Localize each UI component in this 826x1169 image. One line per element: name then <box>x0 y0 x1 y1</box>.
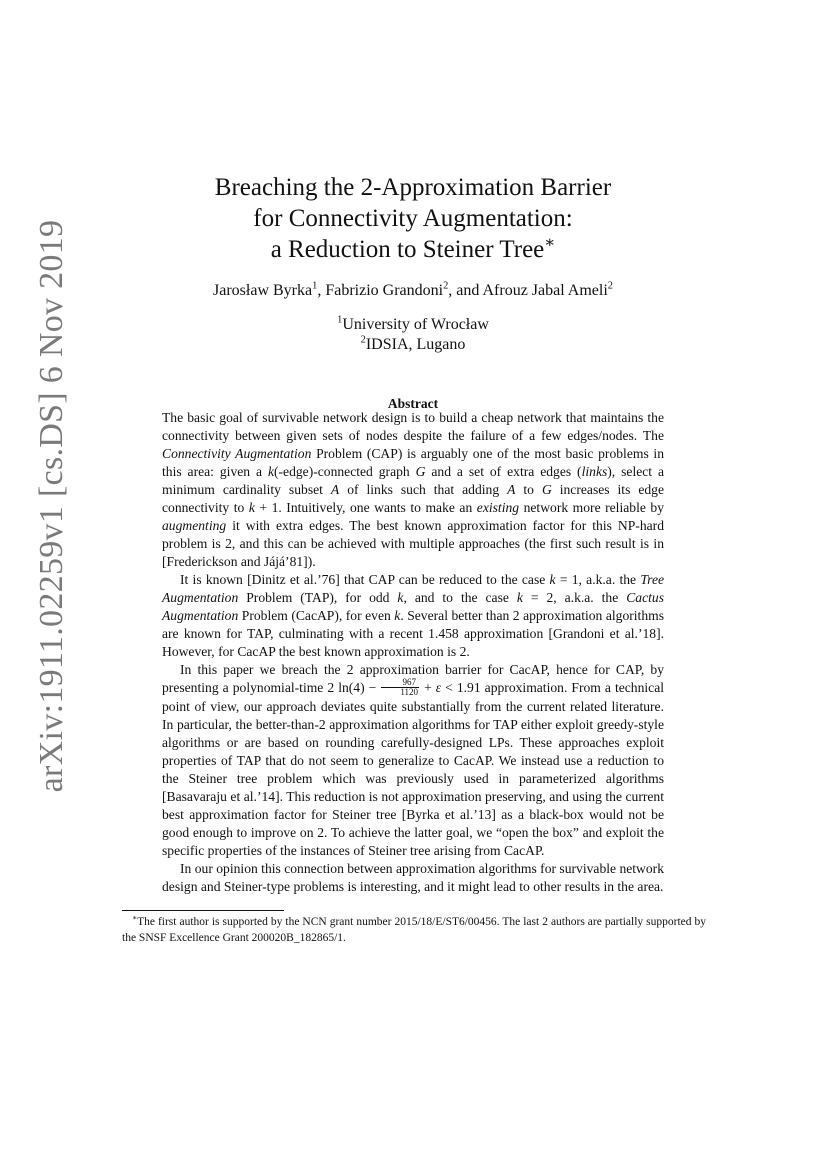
text-run: it with extra edges. The best known approximation factor for this NP-hard problem is 2, and this can be achieved with multiple approaches (the first such result is in [Frederickson and Jájá’81]). <box>162 518 664 569</box>
text-run: and a set of extra edges ( <box>425 464 582 479</box>
author-name: Afrouz Jabal Ameli <box>482 282 608 299</box>
fraction-numerator: 967 <box>381 678 419 688</box>
author-list <box>0 282 826 300</box>
italic-term: A <box>330 482 340 497</box>
author-affiliation-mark: 2 <box>607 280 613 292</box>
italic-term: Tree Augmentation <box>162 572 665 605</box>
author-affiliation-mark: 1 <box>312 280 318 292</box>
italic-term: k <box>267 464 274 479</box>
italic-term: G <box>541 482 552 497</box>
text-run: + 1. Intuitively, one wants to make an <box>254 500 477 515</box>
text-run: + <box>420 680 436 695</box>
italic-term: k <box>516 590 523 605</box>
text-run: In this paper we breach the 2 approximation barrier for CacAP, hence for CAP, by presenting a polynomial-time 2 ln(4) − <box>162 662 664 695</box>
title-line-3 <box>0 234 826 265</box>
text-run: . Several better than 2 approximation algorithms are known for TAP, culminating with a recent 1.458 approximation [Grandoni et al.’18]. However, for CacAP the best known approximation is 2. <box>162 608 664 659</box>
italic-term: k <box>549 572 556 587</box>
fraction-denominator: 1120 <box>400 687 419 698</box>
title-line-2: for Connectivity Augmentation: <box>253 205 573 232</box>
text-run: to <box>515 482 542 497</box>
italic-term: links <box>581 464 608 479</box>
text-run: (-edge)-connected graph <box>273 464 416 479</box>
italic-term: Cactus Augmentation <box>162 590 664 623</box>
text-run: In our opinion this connection between approximation algorithms for survivable network design and Steiner-type problems is interesting, and it might lead to other results in the area. <box>162 861 664 895</box>
abstract-paragraph-2 <box>162 571 664 661</box>
italic-term: k <box>397 590 404 605</box>
affiliation-name: IDSIA, Lugano <box>365 336 466 353</box>
text-run: < 1.91 approximation. From a technical point of view, our approach deviates quite substantially from the current related literature. In particular, the better-than-2 approximation algorithms for TAP either exploit greedy-style algorithms or are based on rounding carefully-designed LPs. These approaches exploit properties of TAP that do not seem to generalize to CacAP. We instead use a reduction to the Steiner tree problem which was previously used in parameterized algorithms [Basavaraju et al.’14]. This reduction is not approximation preserving, and using the current best approximation factor for Steiner tree [Byrka et al.’13] as a black-box would not be good enough to improve on 2. To achieve the latter goal, we “open the box” and exploit the specific properties of the instances of Steiner tree arising from CacAP. <box>162 680 665 859</box>
italic-term: ε <box>435 680 442 695</box>
affiliation <box>0 315 826 335</box>
abstract-paragraph-4 <box>162 860 664 896</box>
paper-title <box>0 172 826 265</box>
title-footnote-mark: ∗ <box>544 233 556 252</box>
footnote-rule <box>122 910 284 911</box>
math-fraction <box>381 678 419 697</box>
title-line-1: Breaching the 2-Approximation Barrier <box>214 174 612 201</box>
text-run: ), select a minimum cardinality subset <box>162 464 665 497</box>
affiliation-list <box>0 315 826 355</box>
italic-term: k <box>394 608 401 623</box>
italic-term: existing <box>476 500 520 515</box>
affiliation-number: 1 <box>337 314 343 326</box>
text-run: of links such that adding <box>339 482 508 497</box>
author-affiliation-mark: 2 <box>443 280 449 292</box>
author-name: Fabrizio Grandoni <box>325 282 444 299</box>
text-run: = 1, a.k.a. the <box>555 572 641 587</box>
text-run: Problem (TAP), for odd <box>238 590 398 605</box>
title-line-3-text: a Reduction to Steiner Tree <box>270 236 545 263</box>
author-separator: , and <box>448 282 483 299</box>
author-name: Jarosław Byrka <box>213 282 313 299</box>
abstract-body <box>162 409 664 896</box>
italic-term: G <box>415 464 426 479</box>
footnote <box>122 914 706 946</box>
footnote-text: The first author is supported by the NCN grant number 2015/18/E/ST6/00456. The last 2 authors are partially supported by the SNSF Excellence Grant 200020B_182865/1. <box>122 916 706 944</box>
footnote-mark: ∗ <box>132 913 138 923</box>
italic-term: Connectivity Augmentation <box>162 446 312 461</box>
affiliation-name: University of Wrocław <box>342 316 489 333</box>
author-separator: , <box>317 282 326 299</box>
abstract-paragraph-3 <box>162 661 664 860</box>
abstract-heading: Abstract <box>387 396 439 411</box>
text-run: increases its edge connectivity to <box>162 482 664 515</box>
abstract-paragraph-1 <box>162 409 664 571</box>
text-run: = 2, a.k.a. the <box>522 590 627 605</box>
text-run: Problem (CacAP), for even <box>238 608 395 623</box>
text-run: , and to the case <box>403 590 517 605</box>
text-run: Problem (CAP) is arguably one of the most basic problems in this area: given a <box>162 446 664 479</box>
italic-term: augmenting <box>162 518 227 533</box>
affiliation-number: 2 <box>360 334 366 346</box>
text-run: The basic goal of survivable network design is to build a cheap network that maintains the connectivity between given sets of nodes despite the failure of a few edges/nodes. The <box>162 410 664 443</box>
affiliation <box>0 335 826 355</box>
italic-term: k <box>248 500 255 515</box>
text-run: It is known [Dinitz et al.’76] that CAP can be reduced to the case <box>180 572 550 587</box>
italic-term: A <box>507 482 516 497</box>
text-run: network more reliable by <box>519 500 664 515</box>
arxiv-identifier: arXiv:1911.02259v1 [cs.DS] 6 Nov 2019 <box>33 219 70 793</box>
